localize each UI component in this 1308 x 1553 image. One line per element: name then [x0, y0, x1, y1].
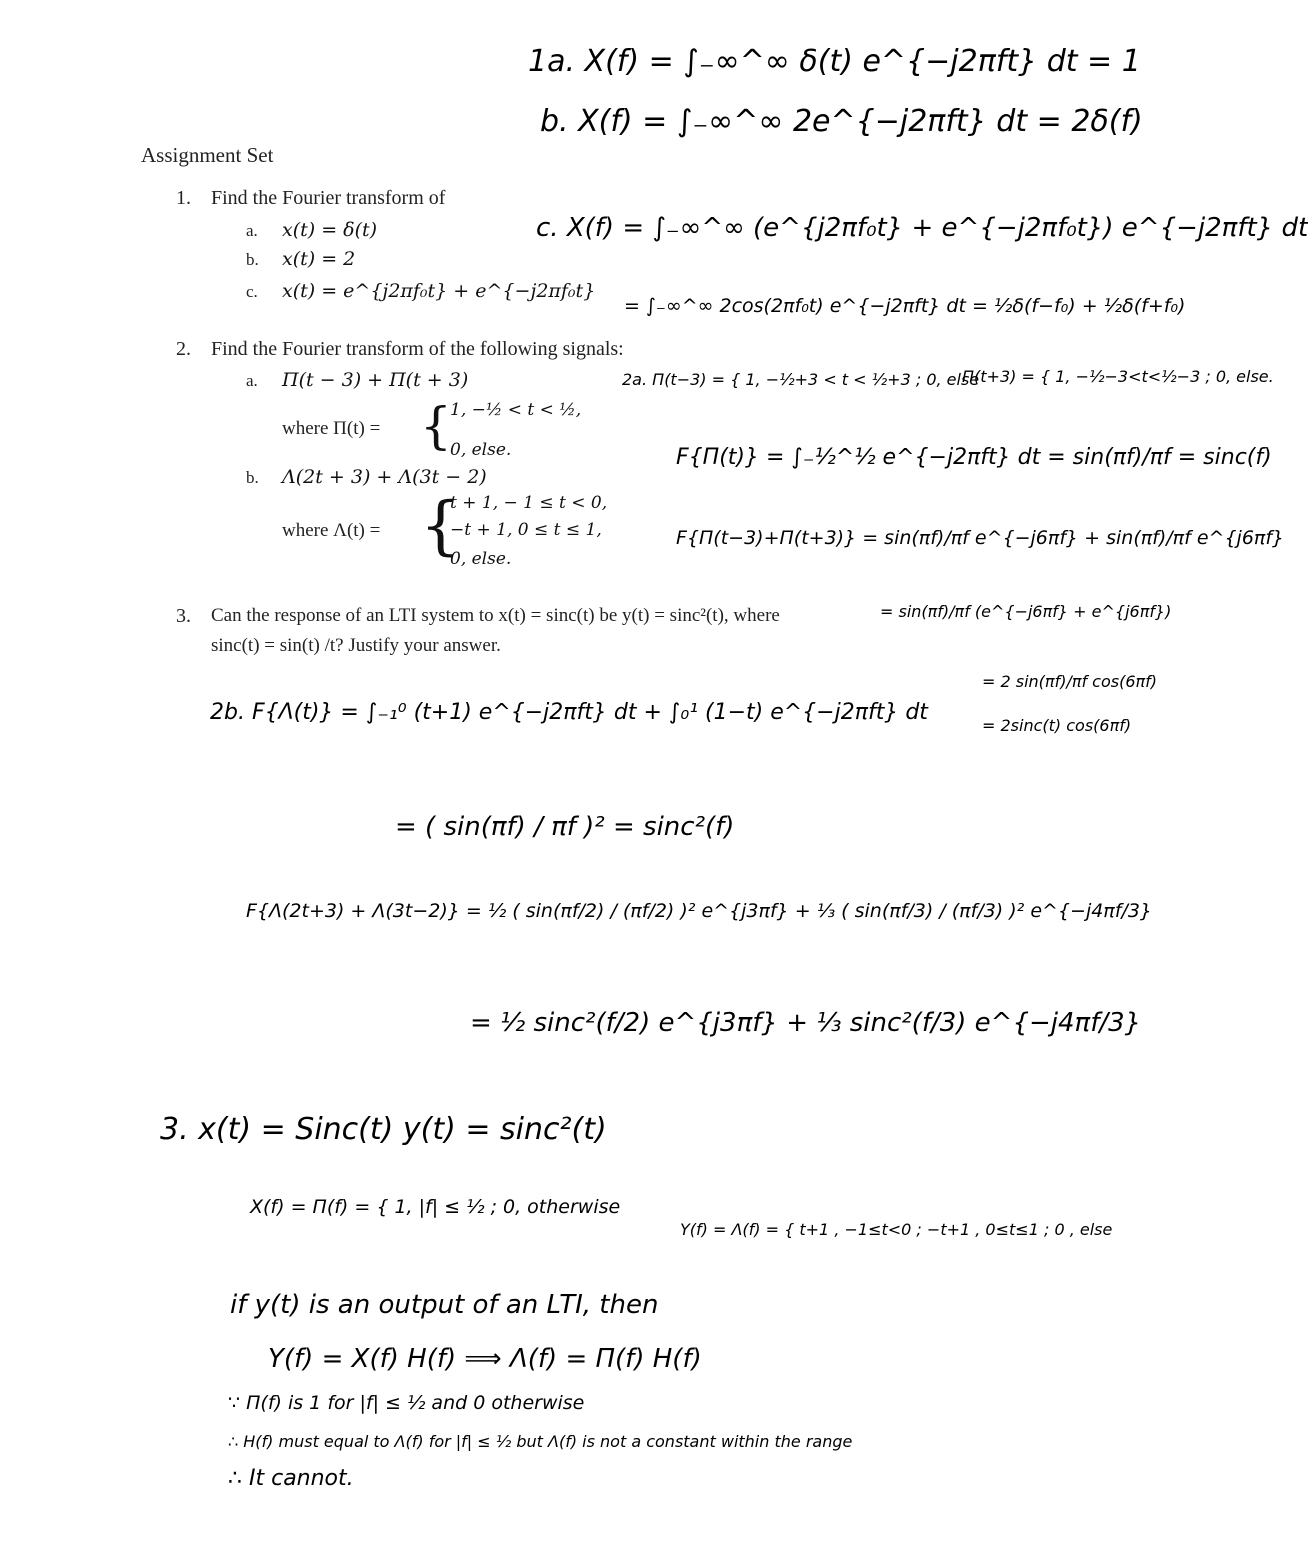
q1-b-label: b.	[246, 250, 259, 269]
q2-a-case2: 0, else.	[450, 440, 512, 460]
page-title: Assignment Set	[141, 143, 274, 167]
hw-2b-integral: 2b. F{Λ(t)} = ∫₋₁⁰ (t+1) e^{−j2πft} dt + ∫₀¹ (1−t) e^{−j2πft} dt	[210, 700, 928, 725]
hw-2a-factor: = sin(πf)/πf (e^{−j6πf} + e^{j6πf})	[880, 602, 1172, 621]
hw-2a-result: = 2sinc(t) cos(6πf)	[982, 716, 1132, 735]
q2-b-label: b.	[246, 468, 259, 487]
q1-text: Find the Fourier transform of	[211, 187, 446, 209]
hw-1b: b. X(f) = ∫₋∞^∞ 2e^{−j2πft} dt = 2δ(f)	[540, 104, 1143, 139]
q2-a-case1: 1, −½ < t < ½,	[450, 400, 582, 420]
q2-text: Find the Fourier transform of the following signals:	[211, 338, 624, 360]
q3-line1: Can the response of an LTI system to x(t) = sinc(t) be y(t) = sinc²(t), where	[211, 605, 780, 626]
q1-a-expr: x(t) = δ(t)	[282, 219, 378, 241]
q2-a-brace: {	[420, 397, 452, 455]
hw-3-therefore: ∴ H(f) must equal to Λ(f) for |f| ≤ ½ but Λ(f) is not a constant within the range	[228, 1432, 853, 1451]
q1-number: 1.	[176, 187, 191, 209]
q1-c-expr: x(t) = e^{j2πf₀t} + e^{−j2πf₀t}	[282, 280, 596, 302]
hw-2a-pi-minus: 2a. Π(t−3) = { 1, −½+3 < t < ½+3 ; 0, else	[622, 370, 980, 389]
q2-a-label: a.	[246, 371, 258, 390]
hw-3-given: 3. x(t) = Sinc(t) y(t) = sinc²(t)	[160, 1112, 607, 1147]
hw-2a-ft-pi: F{Π(t)} = ∫₋½^½ e^{−j2πft} dt = sin(πf)/πf = sinc(f)	[676, 445, 1272, 470]
hw-3-yeq: Y(f) = X(f) H(f) ⟹ Λ(f) = Π(f) H(f)	[268, 1344, 702, 1374]
q2-b-brace: {	[420, 489, 461, 563]
hw-1a: 1a. X(f) = ∫₋∞^∞ δ(t) e^{−j2πft} dt = 1	[528, 44, 1141, 79]
q2-b-expr: Λ(2t + 3) + Λ(3t − 2)	[282, 466, 487, 488]
hw-2b-sinc2: = ( sin(πf) / πf )² = sinc²(f)	[395, 812, 735, 842]
hw-2a-pi-plus: Π(t+3) = { 1, −½−3<t<½−3 ; 0, else.	[962, 367, 1274, 386]
hw-3-conclusion: ∴ It cannot.	[228, 1466, 354, 1491]
q3-number: 3.	[176, 605, 191, 627]
q3-line2: sinc(t) = sin(t) /t? Justify your answer.	[211, 635, 501, 656]
q2-a-where: where Π(t) =	[282, 418, 381, 439]
hw-3-yf: Y(f) = Λ(f) = { t+1 , −1≤t<0 ; −t+1 , 0≤t≤1 ; 0 , else	[680, 1220, 1113, 1239]
hw-3-because: ∵ Π(f) is 1 for |f| ≤ ½ and 0 otherwise	[228, 1392, 585, 1414]
hw-3-xf: X(f) = Π(f) = { 1, |f| ≤ ½ ; 0, otherwise	[250, 1196, 621, 1218]
q1-c-label: c.	[246, 282, 258, 301]
hw-2a-cos: = 2 sin(πf)/πf cos(6πf)	[982, 672, 1158, 691]
q1-b-expr: x(t) = 2	[282, 248, 356, 270]
q2-b-case1: t + 1, − 1 ≤ t < 0,	[450, 493, 608, 513]
q2-a-expr: Π(t − 3) + Π(t + 3)	[282, 369, 469, 391]
q2-number: 2.	[176, 338, 191, 360]
hw-2a-sum: F{Π(t−3)+Π(t+3)} = sin(πf)/πf e^{−j6πf} + sin(πf)/πf e^{j6πf}	[676, 527, 1285, 549]
hw-3-if: if y(t) is an output of an LTI, then	[230, 1290, 659, 1320]
hw-2b-result: = ½ sinc²(f/2) e^{j3πf} + ⅓ sinc²(f/3) e^{−j4πf/3}	[470, 1008, 1142, 1038]
q2-b-case2: −t + 1, 0 ≤ t ≤ 1,	[450, 520, 602, 540]
q1-a-label: a.	[246, 221, 258, 240]
hw-1c-line2: = ∫₋∞^∞ 2cos(2πf₀t) e^{−j2πft} dt = ½δ(f−f₀) + ½δ(f+f₀)	[624, 295, 1186, 317]
hw-1c-line1: c. X(f) = ∫₋∞^∞ (e^{j2πf₀t} + e^{−j2πf₀t}) e^{−j2πft} dt	[536, 213, 1308, 243]
q2-b-where: where Λ(t) =	[282, 520, 381, 541]
q2-b-case3: 0, else.	[450, 549, 512, 569]
hw-2b-sum: F{Λ(2t+3) + Λ(3t−2)} = ½ ( sin(πf/2) / (πf/2) )² e^{j3πf} + ⅓ ( sin(πf/3) / (πf/3) )² e^{−j4πf/3}	[246, 900, 1153, 922]
